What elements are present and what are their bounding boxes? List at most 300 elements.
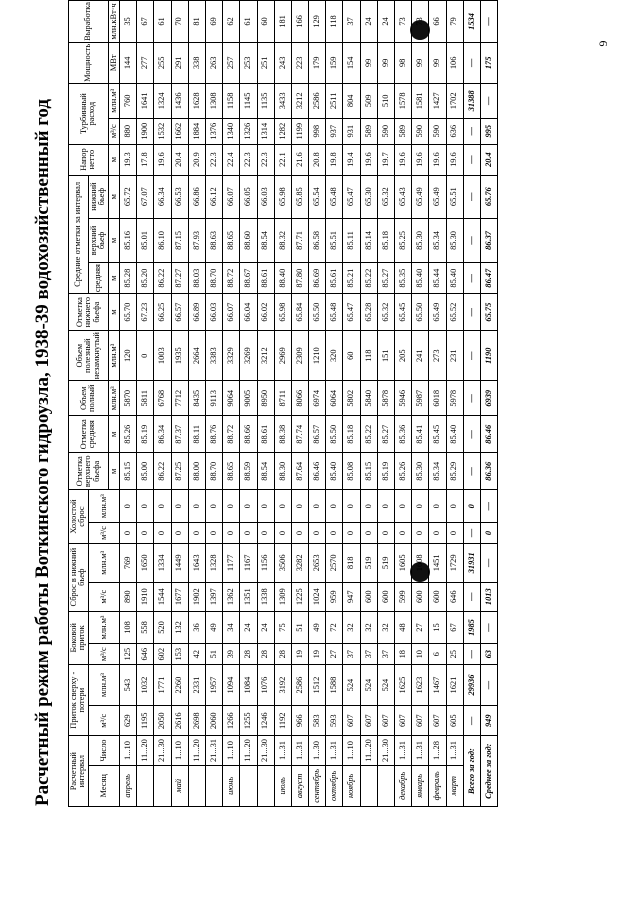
value-cell: 85.16 [120,218,137,262]
value-cell: 65.85 [291,175,308,218]
value-cell: — [480,1,497,43]
value-cell: 1094 [223,665,240,706]
value-cell: 87.37 [171,416,188,453]
value-cell: 0 [309,490,326,523]
value-cell: 0 [120,490,137,523]
value-cell: 88.61 [257,263,274,294]
value-cell: 2586 [309,83,326,118]
days-cell: 1...31 [446,736,463,765]
value-cell: 85.01 [137,218,154,262]
value-cell: 36 [188,611,205,644]
value-cell: 6974 [309,381,326,416]
value-cell: 85.44 [429,263,446,294]
value-cell: 9005 [240,381,257,416]
value-cell: 19.6 [360,144,377,175]
value-cell: 88.03 [188,263,205,294]
value-cell: 273 [429,331,446,381]
total-row [463,1,480,807]
value-cell: 1135 [257,83,274,118]
value-cell: 70 [171,1,188,43]
value-cell: 65.49 [429,294,446,331]
value-cell: — [463,144,480,175]
value-cell: 241 [412,331,429,381]
days-cell: 1...31 [326,736,343,765]
unit-cell: м [108,294,119,331]
value-cell: — [480,83,497,118]
value-cell: 25 [446,644,463,665]
value-cell: 37 [377,644,394,665]
value-cell: 85.27 [377,263,394,294]
value-cell: 29936 [463,665,480,706]
value-cell: 1910 [137,582,154,611]
value-cell: 2653 [309,543,326,582]
table-row [171,1,188,807]
value-cell: 5840 [360,381,377,416]
value-cell: 5811 [137,381,154,416]
table-row [429,1,446,807]
value-cell: 243 [274,42,291,83]
value-cell: 2260 [171,665,188,706]
value-cell: 73 [412,1,429,43]
value-cell: 62 [223,1,240,43]
value-cell: 66 [429,1,446,43]
value-cell: 65.47 [343,294,360,331]
value-cell: 3329 [223,331,240,381]
value-cell: 937 [326,118,343,144]
value-cell: 85.27 [377,416,394,453]
table-row [343,1,360,807]
value-cell: — [480,543,497,582]
value-cell: 1145 [240,83,257,118]
value-cell: 1625 [395,665,412,706]
value-cell: 65.48 [326,294,343,331]
value-cell: 87.64 [291,453,308,490]
value-cell: 88.76 [205,416,222,453]
value-cell: 67 [446,611,463,644]
month-cell [154,765,171,806]
value-cell: 2698 [188,706,205,736]
table-row [291,1,308,807]
value-cell: 65.30 [360,175,377,218]
value-cell: 2664 [188,331,205,381]
unit-cell: м³/с [88,523,119,544]
value-cell: — [463,644,480,665]
value-cell: — [463,416,480,453]
value-cell: 1641 [137,83,154,118]
average-row [480,1,497,807]
value-cell: 804 [343,83,360,118]
value-cell: 66.04 [240,294,257,331]
table-row [309,1,326,807]
value-cell: 5946 [395,381,412,416]
unit-cell: м [108,263,119,294]
value-cell: 61 [240,1,257,43]
value-cell: 291 [171,42,188,83]
value-cell: 3433 [274,83,291,118]
value-cell: 600 [429,582,446,611]
value-cell: 0 [446,490,463,523]
month-cell [360,765,377,806]
value-cell: 636 [446,118,463,144]
table-row [274,1,291,807]
days-cell: 1...10 [343,736,360,765]
value-cell: 65.43 [395,175,412,218]
value-cell: 589 [360,118,377,144]
value-cell: 48 [395,611,412,644]
value-cell: 0 [257,523,274,544]
unit-cell: млн.кВт·ч [108,1,119,43]
value-cell: 9113 [205,381,222,416]
value-cell: 1427 [429,83,446,118]
value-cell: 65.50 [412,294,429,331]
value-cell: 85.22 [360,416,377,453]
value-cell: 166 [291,1,308,43]
header-avg-mean: средняя [88,263,108,294]
value-cell: — [480,665,497,706]
value-cell: 600 [412,582,429,611]
value-cell: 1195 [137,706,154,736]
value-cell: 179 [309,42,326,83]
value-cell: — [463,453,480,490]
table-row [223,1,240,807]
value-cell: 88.70 [205,263,222,294]
value-cell: 22.3 [257,144,274,175]
header-mid-mark: Отметка средняя [69,416,109,453]
value-cell: 159 [326,42,343,83]
value-cell: 65.84 [291,294,308,331]
value-cell: 0 [412,490,429,523]
value-cell: 1451 [429,543,446,582]
value-cell: 28 [240,644,257,665]
value-cell: 607 [343,706,360,736]
table-row [205,1,222,807]
value-cell: 1578 [395,83,412,118]
value-cell: 151 [377,331,394,381]
value-cell: 1326 [240,118,257,144]
value-cell: 1246 [257,706,274,736]
value-cell: 0 [343,523,360,544]
value-cell: 607 [429,706,446,736]
value-cell: 88.54 [257,453,274,490]
value-cell: — [463,218,480,262]
header-avg-upper: верхний бьеф [88,218,108,262]
value-cell: 85.30 [412,453,429,490]
days-cell: 1...31 [412,736,429,765]
value-cell: — [463,706,480,736]
days-cell: 21...30 [154,736,171,765]
value-cell: 24 [360,1,377,43]
unit-cell: млн.м³ [108,83,119,118]
value-cell: 646 [137,644,154,665]
value-cell: 0 [395,490,412,523]
unit-cell: м [108,175,119,218]
value-cell: 760 [120,83,137,118]
value-cell: 65.76 [480,175,497,218]
value-cell: 1334 [154,543,171,582]
value-cell: 524 [343,665,360,706]
days-cell: 1...30 [309,736,326,765]
header-month: Месяц [88,765,119,806]
value-cell: — [463,582,480,611]
value-cell: 20.9 [188,144,205,175]
value-cell: 66.03 [205,294,222,331]
value-cell: 1608 [412,543,429,582]
month-cell: май [171,765,188,806]
value-cell: 86.57 [309,416,326,453]
days-cell: 1...10 [223,736,240,765]
days-cell: 21...31 [205,736,222,765]
value-cell: 995 [480,118,497,144]
value-cell: 85.30 [446,218,463,262]
value-cell: 1255 [240,706,257,736]
value-cell: 86.34 [154,416,171,453]
value-cell: 85.15 [360,453,377,490]
value-cell: 60 [257,1,274,43]
value-cell: 85.26 [395,453,412,490]
value-cell: 85.26 [120,416,137,453]
value-cell: 86.10 [154,218,171,262]
value-cell: 509 [360,83,377,118]
value-cell: 1338 [257,582,274,611]
value-cell: 590 [377,118,394,144]
value-cell: 629 [120,706,137,736]
value-cell: 85.19 [137,416,154,453]
header-inflow: Приток сверху - потери [69,665,89,736]
value-cell: 88.59 [240,453,257,490]
value-cell: 1076 [257,665,274,706]
unit-cell: млн.м³ [88,490,119,523]
value-cell: 1436 [171,83,188,118]
value-cell: 769 [120,543,137,582]
value-cell: 85.19 [377,453,394,490]
value-cell: 524 [377,665,394,706]
value-cell: 231 [446,331,463,381]
value-cell: 22.1 [274,144,291,175]
value-cell: 607 [360,706,377,736]
value-cell: 63 [480,644,497,665]
value-cell: — [480,490,497,523]
value-cell: 88.30 [274,453,291,490]
value-cell: 72 [326,611,343,644]
value-cell: 85.28 [120,263,137,294]
value-cell: 99 [360,42,377,83]
month-cell: март [446,765,463,806]
month-cell: ноябрь [343,765,360,806]
value-cell: 8711 [274,381,291,416]
value-cell: 1167 [240,543,257,582]
value-cell: 154 [343,42,360,83]
value-cell: 1266 [223,706,240,736]
value-cell: 87.27 [171,263,188,294]
value-cell: 181 [274,1,291,43]
header-avg-marks: Средние отметки за интервал [69,175,89,294]
value-cell: 5987 [412,381,429,416]
month-cell [188,765,205,806]
table-row [188,1,205,807]
value-cell: 0 [154,523,171,544]
value-cell: 32 [343,611,360,644]
value-cell: 583 [309,706,326,736]
value-cell: 65.32 [377,294,394,331]
value-cell: 1397 [205,582,222,611]
days-cell: 21...30 [377,736,394,765]
value-cell: 255 [154,42,171,83]
unit-cell: МВт [108,42,119,83]
value-cell: 1985 [463,611,480,644]
value-cell: 998 [309,118,326,144]
value-cell: 0 [326,523,343,544]
unit-cell: м [108,218,119,262]
value-cell: 0 [429,490,446,523]
value-cell: 880 [120,118,137,144]
value-cell: 31388 [463,83,480,118]
value-cell: 1024 [309,582,326,611]
value-cell: 65.72 [120,175,137,218]
value-cell: 88.11 [188,416,205,453]
value-cell: 253 [240,42,257,83]
value-cell: 10 [412,644,429,665]
value-cell: 1003 [154,331,171,381]
month-cell: октябрь [326,765,343,806]
value-cell: 2511 [326,83,343,118]
value-cell: 3282 [291,543,308,582]
value-cell: 590 [429,118,446,144]
days-cell: 11...20 [240,736,257,765]
value-cell: 1900 [137,118,154,144]
value-cell: 1662 [171,118,188,144]
value-cell: 1177 [223,543,240,582]
value-cell: 0 [360,523,377,544]
value-cell: 607 [377,706,394,736]
header-interval: Расчетный интервал [69,736,89,807]
month-cell [240,765,257,806]
value-cell: 263 [205,42,222,83]
value-cell: 60 [343,331,360,381]
value-cell: 42 [188,644,205,665]
value-cell: 0 [223,490,240,523]
value-cell: 1324 [154,83,171,118]
value-cell: 0 [326,490,343,523]
value-cell: 2060 [205,706,222,736]
value-cell: 1935 [171,331,188,381]
value-cell: 1605 [395,543,412,582]
value-cell: 87.93 [188,218,205,262]
header-idle: Холостой сброс [69,490,89,544]
value-cell: 99 [412,42,429,83]
unit-cell: млн.м³ [88,665,119,706]
value-cell: 65.48 [326,175,343,218]
value-cell: 85.08 [343,453,360,490]
value-cell: 88.63 [205,218,222,262]
value-cell: — [463,523,480,544]
value-cell: 1702 [446,83,463,118]
days-cell: 11...20 [360,736,377,765]
value-cell: 19.6 [446,144,463,175]
value-cell: 0 [291,523,308,544]
value-cell: 81 [188,1,205,43]
value-cell: 1362 [223,582,240,611]
value-cell: 20.4 [480,144,497,175]
unit-cell: млн.м³ [108,381,119,416]
value-cell: 88.61 [257,416,274,453]
value-cell: 1190 [480,331,497,381]
value-cell: 85.21 [343,263,360,294]
value-cell: 88.67 [240,263,257,294]
value-cell: 85.45 [429,416,446,453]
header-energy: Выработка [69,1,109,43]
value-cell: 22.3 [240,144,257,175]
value-cell: 28 [274,644,291,665]
value-cell: 2331 [188,665,205,706]
value-cell: 931 [343,118,360,144]
value-cell: 1581 [412,83,429,118]
unit-cell: млн.м³ [88,543,119,582]
value-cell: 88.65 [223,453,240,490]
value-cell: 99 [377,42,394,83]
value-cell: 646 [446,582,463,611]
value-cell: 39 [223,644,240,665]
value-cell: 85.20 [137,263,154,294]
value-cell: 19.6 [429,144,446,175]
value-cell: 949 [480,706,497,736]
month-cell [137,765,154,806]
value-cell: 86.58 [309,218,326,262]
value-cell: 87.74 [291,416,308,453]
table-row [154,1,171,807]
value-cell: 519 [360,543,377,582]
value-cell: 88.66 [240,416,257,453]
month-cell [205,765,222,806]
value-cell: 0 [154,490,171,523]
value-cell: 85.18 [377,218,394,262]
value-cell: 0 [120,523,137,544]
month-cell: декабрь [395,765,412,806]
value-cell: 86.46 [309,453,326,490]
value-cell: — [463,294,480,331]
value-cell: 66.34 [154,175,171,218]
value-cell: 87.80 [291,263,308,294]
value-cell: 8950 [257,381,274,416]
value-cell: 607 [395,706,412,736]
value-cell: 1677 [171,582,188,611]
value-cell: 65.47 [343,175,360,218]
value-cell: 6 [429,644,446,665]
value-cell: 19.7 [377,144,394,175]
value-cell: 1512 [309,665,326,706]
value-cell: 959 [326,582,343,611]
value-cell: 1225 [291,582,308,611]
value-cell: 966 [291,706,308,736]
value-cell: 67 [137,1,154,43]
value-cell: 0 [257,490,274,523]
value-cell: 0 [274,523,291,544]
value-cell: 85.29 [446,453,463,490]
value-cell: 0 [309,523,326,544]
value-cell: 3192 [274,665,291,706]
value-cell: 66.25 [154,294,171,331]
value-cell: 0 [205,523,222,544]
value-cell: 1621 [446,665,463,706]
value-cell: 118 [360,331,377,381]
table-row [137,1,154,807]
value-cell: 0 [205,490,222,523]
value-cell: 0 [188,523,205,544]
unit-cell: млн.м³ [88,611,119,644]
value-cell: 86.69 [309,263,326,294]
value-cell: 602 [154,644,171,665]
value-cell: 1628 [188,83,205,118]
value-cell: 37 [343,1,360,43]
